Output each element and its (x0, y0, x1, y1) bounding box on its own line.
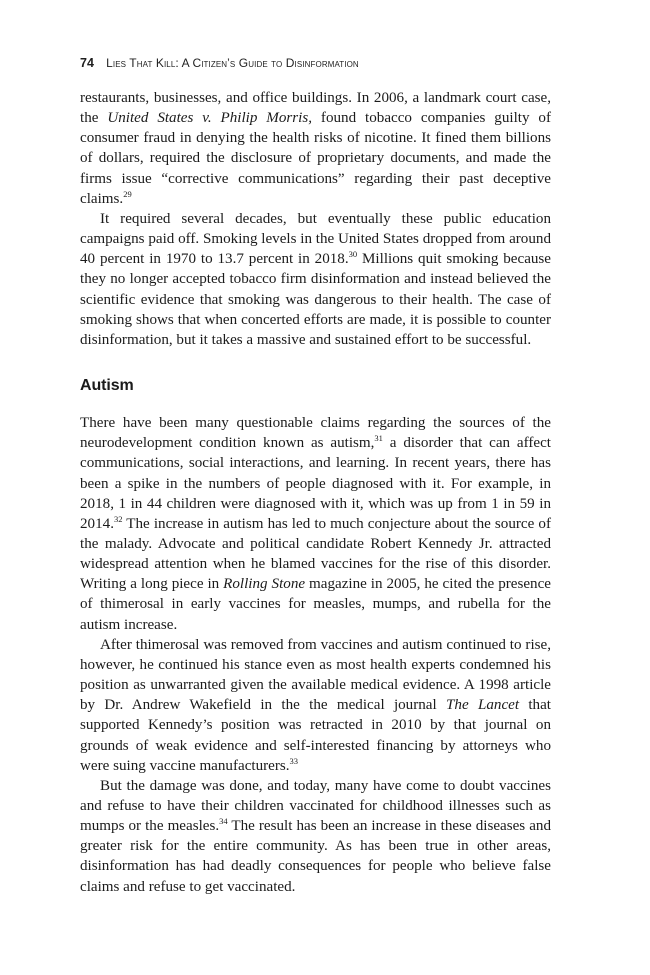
text-run: found tobacco companies guilty of consumer fraud in denying the health risks of nicotine. It fined them billions of dollars, required the disclosure of proprietary documents, and made the firms issue “corrective communications” regarding their past deceptive claims. (80, 110, 552, 207)
footnote-ref-32[interactable]: 32 (113, 513, 123, 524)
paragraph-1 (80, 88, 551, 209)
text-run: that supported Kennedy’s position was retracted in 2010 by that journal on grounds of weak evidence and self-interested financing by attorneys who were suing vaccine manufacturers. (80, 697, 551, 774)
magazine-title-italic: Rolling Stone (223, 576, 306, 593)
paragraph-5 (80, 776, 551, 897)
footnote-ref-34[interactable]: 34 (219, 816, 228, 827)
text-run: But the damage was done, and today, many have come to doubt vaccines and refuse to have their children vaccinated for childhood illnesses such as mumps or the measles. (80, 777, 551, 835)
page-number: 74 (80, 56, 95, 70)
paragraph-2 (80, 209, 551, 350)
paragraph-4 (80, 635, 551, 776)
footnote-ref-33[interactable]: 33 (289, 755, 299, 766)
section-heading: Autism (80, 377, 134, 395)
text-run: magazine in 2005, he cited the presence of thimerosal in early vaccines for measles, mumps, and rubella for the autism increase. (80, 576, 551, 633)
text-run: restaurants, businesses, and office buildings. In 2006, a landmark court case, the (80, 90, 551, 127)
journal-title-italic: The Lancet (446, 697, 520, 714)
text-run: a disorder that can affect communications, social interactions, and learning. In recent years, there has been a spike in the numbers of people diagnosed with it. For example, in 2018, 1 in 44 children were diagnosed with it, which was up from 1 in 59 in 2014. (80, 435, 551, 532)
footnote-ref-29[interactable]: 29 (123, 188, 132, 199)
running-title: Lies That Kill: A Citizen’s Guide to Disinformation (106, 56, 359, 70)
text-run: The increase in autism has led to much conjecture about the source of the malady. Advocate and political candidate Robert Kennedy Jr. attracted widespread attention when he blamed vaccines for the rise of this disorder. Writing a long piece in (80, 515, 551, 593)
body-text (80, 88, 551, 897)
text-run: Millions quit smoking because they no longer accepted tobacco firm disinformation and instead believed the scientific evidence that smoking was dangerous to their health. The case of smoking shows that when concerted efforts are made, it is possible to counter disinformation, but it takes a massive and sustained effort to be successful. (80, 251, 552, 348)
text-run: After thimerosal was removed from vaccines and autism continued to rise, however, he continued his stance even as most health experts condemned his position as unwarranted given the available medical evidence. A 1998 article by Dr. Andrew Wakefield in the the medical journal (80, 636, 551, 714)
paragraph-3 (80, 413, 551, 635)
text-run: The result has been an increase in these diseases and greater risk for the entire community. As has been true in other areas, disinformation has had deadly consequences for people who believe false claims and refuse to get vaccinated. (80, 818, 551, 895)
case-name-italic: United States v. Philip Morris, (107, 110, 313, 127)
footnote-ref-30[interactable]: 30 (348, 249, 358, 260)
text-run: There have been many questionable claims regarding the sources of the neurodevelopment condition known as autism, (80, 415, 551, 452)
text-run: It required several decades, but eventually these public education campaigns paid off. Smoking levels in the United States dropped from around 40 percent in 1970 to 13.7 percent in 2018. (80, 210, 551, 268)
footnote-ref-31[interactable]: 31 (374, 433, 383, 444)
running-header (80, 56, 560, 70)
